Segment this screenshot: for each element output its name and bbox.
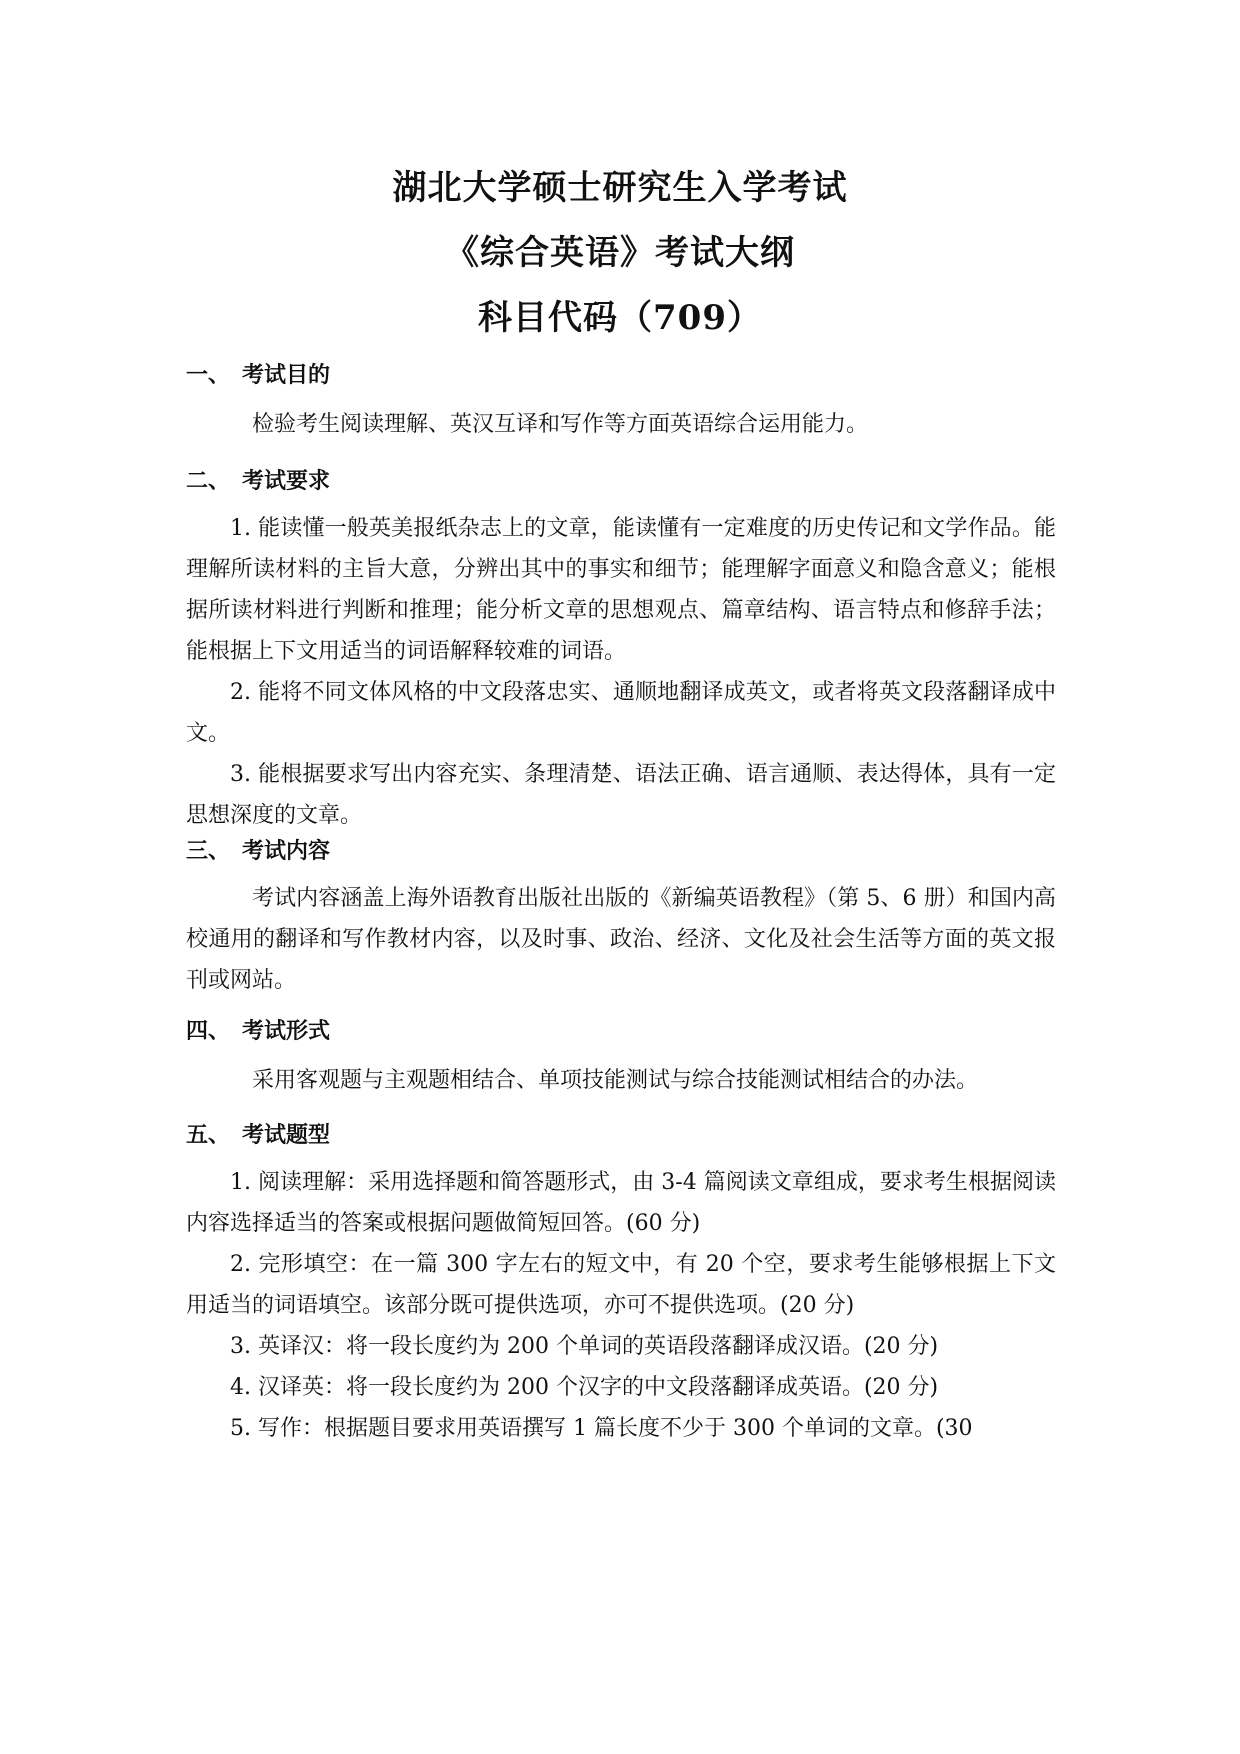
section-number: 一、: [186, 362, 231, 388]
paragraph: 5. 写作：根据题目要求用英语撰写 1 篇长度不少于 300 个单词的文章。(30: [230, 1416, 973, 1441]
section-number: 五、: [186, 1122, 231, 1148]
paragraph: 4. 汉译英：将一段长度约为 200 个汉字的中文段落翻译成英语。(20 分): [230, 1375, 939, 1400]
paragraph: 1. 能读懂一般英美报纸杂志上的文章，能读懂有一定难度的历史传记和文学作品。能理解所读材料的主旨大意，分辨出其中的事实和细节；能理解字面意义和隐含意义；能根据所读材料进行判断和推理；能分析文章的思想观点、篇章结构、语言特点和修辞手法；能根据上下文用适当的词语解释较难的词语。: [186, 516, 1056, 664]
paragraph: 1. 阅读理解：采用选择题和简答题形式，由 3-4 篇阅读文章组成，要求考生根据阅读内容选择适当的答案或根据问题做简短回答。(60 分): [186, 1170, 1056, 1236]
section-title: 考试要求: [242, 468, 331, 494]
section-title: 考试内容: [242, 838, 331, 864]
paragraph: 检验考生阅读理解、英汉互译和写作等方面英语综合运用能力。: [252, 412, 869, 437]
section-heading-5: [186, 1118, 330, 1149]
document-title: 湖北大学硕士研究生入学考试: [392, 168, 848, 208]
document-subtitle: 《综合英语》考试大纲: [445, 233, 795, 273]
paragraph: 3. 英译汉：将一段长度约为 200 个单词的英语段落翻译成汉语。(20 分): [230, 1334, 939, 1359]
paragraph: 考试内容涵盖上海外语教育出版社出版的《新编英语教程》（第 5、6 册）和国内高校通用的翻译和写作教材内容，以及时事、政治、经济、文化及社会生活等方面的英文报刊或网站。: [186, 886, 1056, 993]
section-number: 二、: [186, 468, 231, 494]
paragraph: 3. 能根据要求写出内容充实、条理清楚、语法正确、语言通顺、表达得体，具有一定思想深度的文章。: [186, 762, 1056, 828]
paragraph: 2. 能将不同文体风格的中文段落忠实、通顺地翻译成英文，或者将英文段落翻译成中文。: [186, 680, 1056, 746]
section-heading-2: [186, 464, 330, 495]
paragraph: 采用客观题与主观题相结合、单项技能测试与综合技能测试相结合的办法。: [252, 1068, 979, 1093]
section-title: 考试目的: [242, 362, 331, 388]
section-heading-3: [186, 834, 330, 865]
paragraph: 2. 完形填空：在一篇 300 字左右的短文中，有 20 个空，要求考生能够根据上下文用适当的词语填空。该部分既可提供选项，亦可不提供选项。(20 分): [186, 1252, 1056, 1318]
section-title: 考试形式: [242, 1018, 331, 1044]
section-number: 四、: [186, 1018, 231, 1044]
section-heading-4: [186, 1014, 330, 1045]
section-title: 考试题型: [242, 1122, 331, 1148]
section-number: 三、: [186, 838, 231, 864]
section-heading-1: [186, 358, 330, 389]
subject-code: 科目代码（709）: [478, 298, 762, 338]
